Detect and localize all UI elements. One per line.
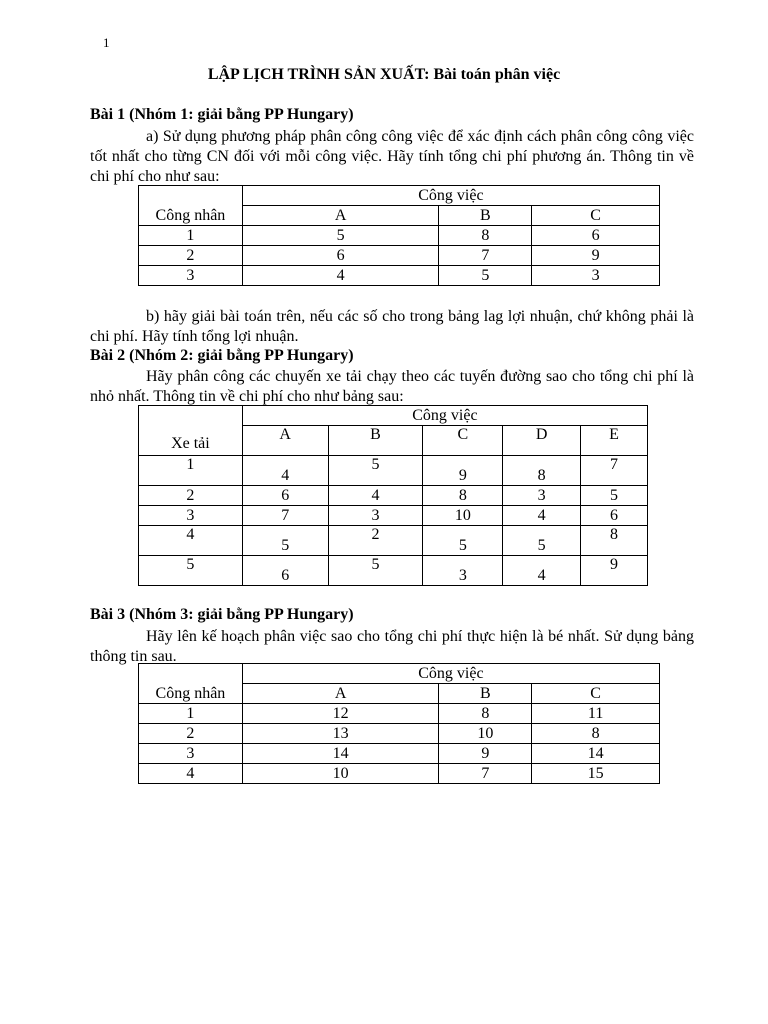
table-row <box>139 456 648 486</box>
table-cell: 6 <box>242 556 328 586</box>
bai1-group-header: Công việc <box>242 186 659 206</box>
table-cell: 10 <box>242 764 439 784</box>
table-row <box>139 226 660 246</box>
table-row <box>139 526 648 556</box>
table-cell: 5 <box>581 486 648 506</box>
document-title <box>0 66 768 84</box>
table-cell: 5 <box>423 526 503 556</box>
bai2-para: Hãy phân công các chuyến xe tải chạy theo các tuyến đường sao cho tổng chi phí là nhỏ nhất. Thông tin về chi phí cho như bảng sau: <box>90 368 694 405</box>
table-cell: 4 <box>139 764 243 784</box>
title-sub: Bài toán phân việc <box>433 66 561 83</box>
bai1-para-b: b) hãy giải bài toán trên, nếu các số cho trong bảng lag lợi nhuận, chứ không phải là chi phí. Hãy tính tổng lợi nhuận. <box>90 308 694 345</box>
table-cell: 5 <box>242 226 439 246</box>
table-cell: 5 <box>328 556 423 586</box>
table-cell: 4 <box>242 456 328 486</box>
table-cell: 2 <box>328 526 423 556</box>
table-cell: 9 <box>439 744 532 764</box>
bai2-group-header: Công việc <box>242 406 647 426</box>
table-cell: 2 <box>139 246 243 266</box>
table-cell: 8 <box>439 704 532 724</box>
table-cell: 1 <box>139 226 243 246</box>
bai2-col-header: B <box>328 426 423 456</box>
table-cell: 5 <box>439 266 532 286</box>
bai2-col-header: C <box>423 426 503 456</box>
table-cell: 14 <box>242 744 439 764</box>
table-row <box>139 744 660 764</box>
bai2-row-header: Xe tải <box>139 406 243 456</box>
table-cell: 5 <box>242 526 328 556</box>
bai3-row-header: Công nhân <box>139 664 243 704</box>
table-cell: 5 <box>139 556 243 586</box>
table-cell: 9 <box>581 556 648 586</box>
bai2-col-header: E <box>581 426 648 456</box>
table-cell: 7 <box>242 506 328 526</box>
table-cell: 2 <box>139 724 243 744</box>
table-cell: 2 <box>139 486 243 506</box>
table-cell: 6 <box>532 226 660 246</box>
bai1-table <box>138 185 660 286</box>
bai1-col-header: B <box>439 206 532 226</box>
table-cell: 6 <box>242 486 328 506</box>
table-cell: 10 <box>439 724 532 744</box>
table-cell: 7 <box>581 456 648 486</box>
table-cell: 7 <box>439 246 532 266</box>
bai3-table <box>138 663 660 784</box>
table-cell: 3 <box>423 556 503 586</box>
bai3-col-header: A <box>242 684 439 704</box>
bai1-col-header: A <box>242 206 439 226</box>
bai2-col-header: D <box>503 426 581 456</box>
title-main: LẬP LỊCH TRÌNH SẢN XUẤT: <box>207 66 430 83</box>
table-row <box>139 506 648 526</box>
table-cell: 7 <box>439 764 532 784</box>
table-cell: 1 <box>139 704 243 724</box>
table-cell: 12 <box>242 704 439 724</box>
table-cell: 3 <box>532 266 660 286</box>
table-cell: 3 <box>139 266 243 286</box>
bai1-heading: Bài 1 (Nhóm 1: giải bằng PP Hungary) <box>90 106 354 123</box>
table-row <box>139 246 660 266</box>
table-cell: 3 <box>139 744 243 764</box>
table-cell: 5 <box>328 456 423 486</box>
bai2-col-header: A <box>242 426 328 456</box>
table-cell: 8 <box>423 486 503 506</box>
table-cell: 8 <box>532 724 660 744</box>
table-cell: 1 <box>139 456 243 486</box>
bai3-col-header: B <box>439 684 532 704</box>
table-row <box>139 266 660 286</box>
table-row <box>139 764 660 784</box>
bai3-para: Hãy lên kế hoạch phân việc sao cho tổng chi phí thực hiện là bé nhất. Sử dụng bảng thông tin sau. <box>90 628 694 665</box>
table-cell: 3 <box>139 506 243 526</box>
table-cell: 4 <box>328 486 423 506</box>
table-cell: 4 <box>503 506 581 526</box>
table-cell: 4 <box>139 526 243 556</box>
bai3-group-header: Công việc <box>242 664 659 684</box>
table-cell: 10 <box>423 506 503 526</box>
table-row <box>139 556 648 586</box>
bai3-heading: Bài 3 (Nhóm 3: giải bằng PP Hungary) <box>90 606 354 623</box>
table-cell: 5 <box>503 526 581 556</box>
table-cell: 8 <box>503 456 581 486</box>
table-cell: 11 <box>532 704 660 724</box>
page-number: 1 <box>103 35 110 50</box>
table-row <box>139 724 660 744</box>
table-cell: 15 <box>532 764 660 784</box>
bai1-para-a: a) Sử dụng phương pháp phân công công việc để xác định cách phân công công việc tốt nhất cho từng CN đối với mỗi công việc. Hãy tính tổng chi phí phương án. Thông tin về chi phí cho như sau: <box>90 128 694 185</box>
table-cell: 6 <box>242 246 439 266</box>
table-cell: 4 <box>242 266 439 286</box>
table-cell: 4 <box>503 556 581 586</box>
table-row <box>139 704 660 724</box>
bai2-heading: Bài 2 (Nhóm 2: giải bằng PP Hungary) <box>90 347 354 364</box>
table-cell: 8 <box>581 526 648 556</box>
table-cell: 14 <box>532 744 660 764</box>
table-row <box>139 486 648 506</box>
bai1-col-header: C <box>532 206 660 226</box>
table-cell: 3 <box>328 506 423 526</box>
bai3-col-header: C <box>532 684 660 704</box>
table-cell: 8 <box>439 226 532 246</box>
table-cell: 6 <box>581 506 648 526</box>
table-cell: 9 <box>532 246 660 266</box>
table-cell: 9 <box>423 456 503 486</box>
bai1-row-header: Công nhân <box>139 186 243 226</box>
table-cell: 3 <box>503 486 581 506</box>
table-cell: 13 <box>242 724 439 744</box>
bai2-table <box>138 405 648 586</box>
